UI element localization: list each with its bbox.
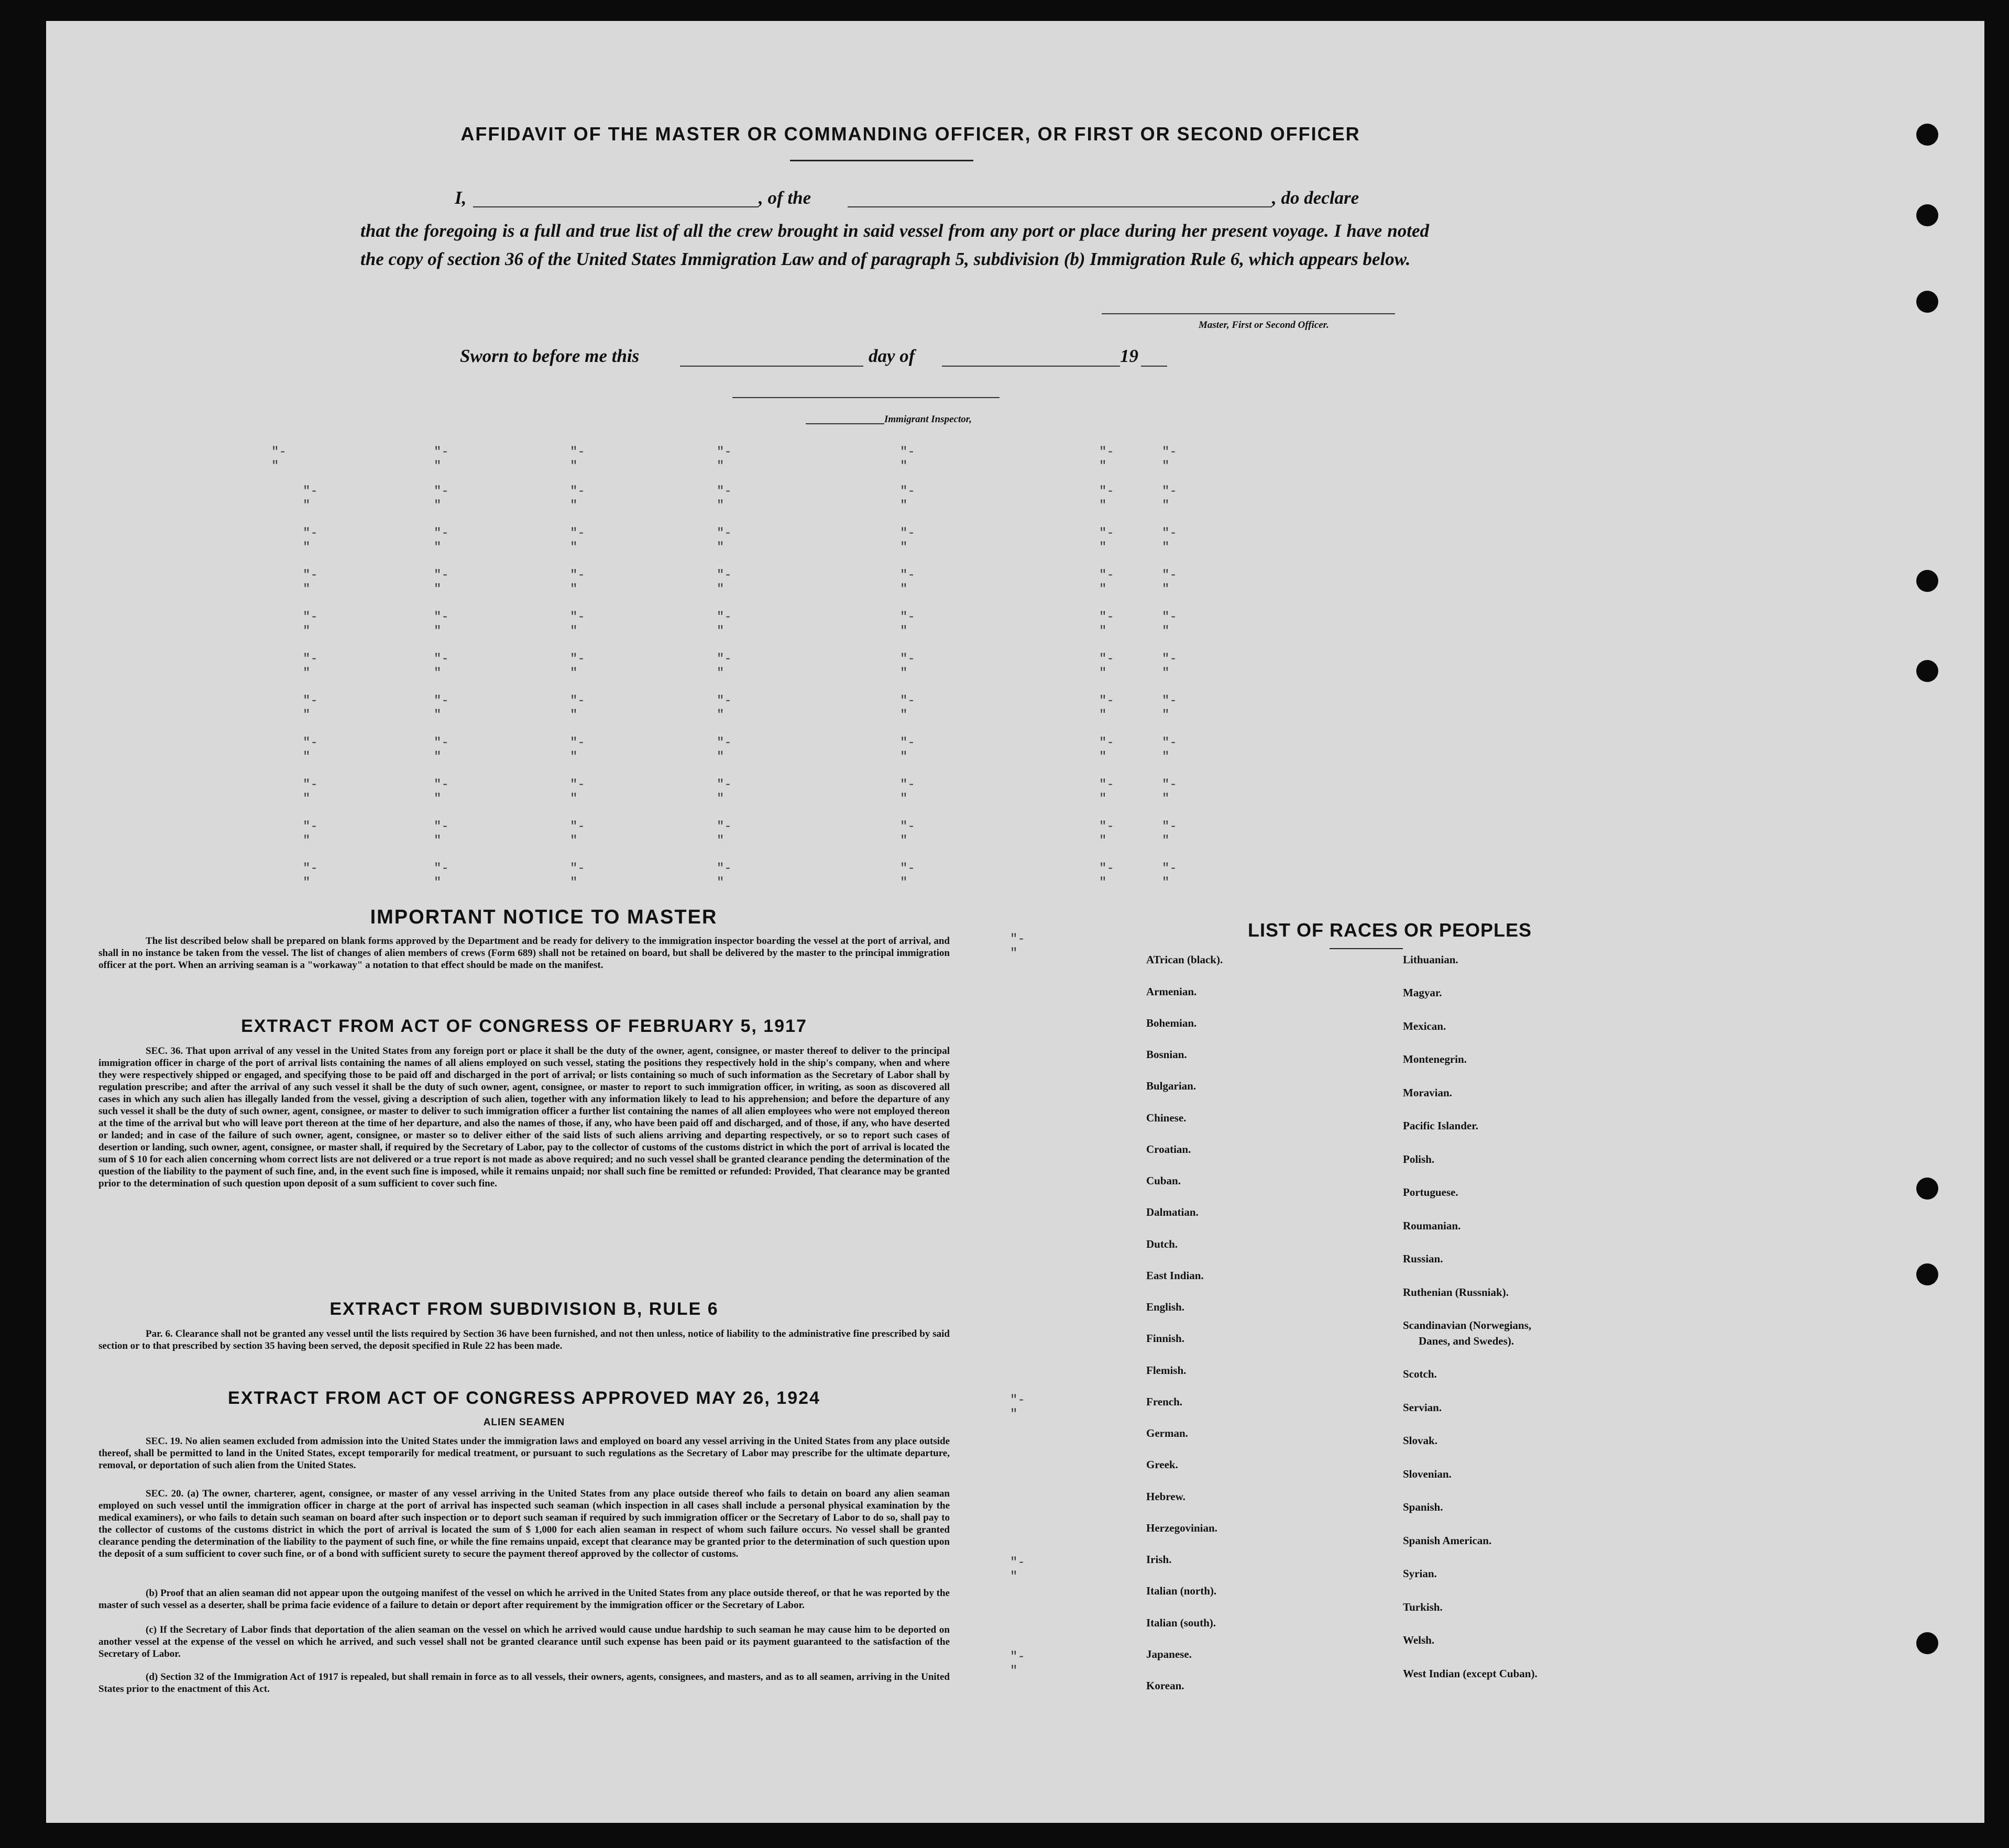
ditto-mark: "-" — [717, 526, 732, 555]
ditto-mark: "-" — [570, 445, 585, 474]
ditto-mark: "-" — [570, 610, 585, 639]
ditto-mark: "-" — [1162, 485, 1177, 513]
affidavit-title: AFFIDAVIT OF THE MASTER OR COMMANDING OFFICER, OR FIRST OR SECOND OFFICER — [460, 123, 1360, 145]
ditto-mark: "-" — [900, 820, 915, 848]
ditto-mark: "-" — [1099, 568, 1114, 597]
extract-1924-subtitle: ALIEN SEAMEN — [483, 1417, 565, 1428]
ditto-mark: "-" — [570, 485, 585, 513]
race-item: German. — [1146, 1427, 1188, 1439]
race-item: Bohemian. — [1146, 1017, 1197, 1029]
ditto-mark: "-" — [303, 610, 318, 639]
race-item: Irish. — [1146, 1553, 1172, 1566]
ditto-mark: "-" — [1099, 694, 1114, 722]
race-item: Scotch. — [1403, 1368, 1437, 1380]
race-item: Herzegovinian. — [1146, 1522, 1217, 1534]
sworn-date-blank[interactable] — [680, 366, 863, 367]
ditto-mark: "-" — [900, 652, 915, 680]
extract-1924-sec20d: (d) Section 32 of the Immigration Act of 1917 is repealed, but shall remain in force as to all vessels, their owners, agents, consignees, and masters, and as to all seamen, arriving in the United States prior to the enactment of this Act. — [98, 1671, 950, 1695]
extract-1924-sec19: SEC. 19. No alien seamen excluded from admission into the United States under the immigration laws and employed on board any vessel arriving in the United States from any place outside thereof, shall be permitted to land in the United States, except temporarily for medical treatment, or pursuant to such regulations as the Secretary of Labor may prescribe for the ultimate departure, removal, or deportation of such alien from the United States. — [98, 1436, 950, 1471]
race-item: Flemish. — [1146, 1364, 1187, 1377]
ditto-mark: "-" — [570, 778, 585, 806]
race-item: Bosnian. — [1146, 1048, 1187, 1061]
binding-hole — [1916, 204, 1938, 226]
ditto-mark: "-" — [434, 568, 449, 597]
ditto-mark: "-" — [1162, 526, 1177, 555]
ditto-mark: "-" — [1099, 652, 1114, 680]
declaration-of-the: , of the — [759, 188, 811, 208]
extract-1924-title: EXTRACT FROM ACT OF CONGRESS APPROVED MAY 26, 1924 — [228, 1388, 820, 1408]
notice-title: IMPORTANT NOTICE TO MASTER — [370, 906, 718, 928]
ditto-mark: "-" — [303, 820, 318, 848]
ditto-mark: "-" — [900, 568, 915, 597]
ditto-mark: "-" — [900, 526, 915, 555]
race-item: Greek. — [1146, 1458, 1178, 1471]
ditto-mark: "-" — [434, 610, 449, 639]
race-item: Russian. — [1403, 1252, 1443, 1265]
race-item: Syrian. — [1403, 1567, 1437, 1580]
ditto-mark: "-" — [570, 526, 585, 555]
ditto-mark: "-" — [1010, 932, 1025, 961]
declaration-body: that the foregoing is a full and true list of all the crew brought in said vessel from any port or place during her present voyage. I have noted the copy of section 36 of the United States Immigration Law and of paragraph 5, subdivision (b) Immigration Rule 6, which appears below. — [360, 221, 1429, 269]
ditto-mark: "-" — [1162, 652, 1177, 680]
ditto-mark: "-" — [1099, 820, 1114, 848]
ditto-mark: "-" — [570, 568, 585, 597]
race-item: Croatian. — [1146, 1143, 1191, 1156]
ditto-mark: "-" — [1162, 820, 1177, 848]
ditto-mark: "-" — [717, 820, 732, 848]
subdivision-b-body: Par. 6. Clearance shall not be granted any vessel until the lists required by Section 36 have been furnished, and not then unless, notice of liability to the administrative fine prescribed by said section or to that prescribed by section 35 having been served, the deposit specified in Rule 22 has been made. — [98, 1328, 950, 1351]
race-item: Slovenian. — [1403, 1468, 1452, 1480]
race-item: Spanish American. — [1403, 1534, 1492, 1547]
race-item: Hebrew. — [1146, 1490, 1185, 1503]
inspector-underline — [806, 423, 884, 424]
extract-1917-title: EXTRACT FROM ACT OF CONGRESS OF FEBRUARY 5, 1917 — [241, 1016, 807, 1036]
declaration-first-line — [360, 188, 1429, 214]
ditto-mark: "-" — [717, 445, 732, 474]
race-item: West Indian (except Cuban). — [1403, 1667, 1538, 1680]
ditto-mark: "-" — [717, 862, 732, 890]
binding-hole — [1916, 124, 1938, 146]
extract-1924-sec20b: (b) Proof that an alien seaman did not appear upon the outgoing manifest of the vessel on which he arrived in the United States from any place outside thereof, or that he was reported by the master of such vessel as a deserter, shall be prima facie evidence of a failure to detain or deport after requirement by the immigration officer or the Secretary of Labor. — [98, 1588, 950, 1611]
binding-hole — [1916, 1178, 1938, 1200]
ditto-mark: "-" — [271, 445, 287, 474]
ditto-mark: "-" — [1010, 1393, 1025, 1422]
extract-1924-sec20c: (c) If the Secretary of Labor finds that deportation of the alien seaman on the vessel on which he arrived would cause undue hardship to such seaman he may cause him to be deported on another vessel at the expense of the vessel on which he arrived, and such vessel shall not be granted clearance until such expense has been paid or its payment guaranteed to the satisfaction of the Secretary of Labor. — [98, 1624, 950, 1659]
race-item: Italian (south). — [1146, 1616, 1216, 1629]
ditto-mark: "-" — [570, 862, 585, 890]
extract-1924-sec20a: SEC. 20. (a) The owner, charterer, agent, consignee, or master of any vessel arriving in the United States from any place outside thereof who fails to detain on board any alien seaman employed on such vessel until the immigration officer in charge at the port of arrival has inspected such seaman (which inspection in all cases shall include a personal physical examination by the medical examiners), or who fails to detain such seaman on board after such inspection or to deport such seaman if required by such immigration officer or the Secretary of Labor to do so, shall pay to the collector of customs of the customs district in which the port of arrival is located the sum of $ 1,000 for each alien seaman in respect of whom such failure occurs. No vessel shall be granted clearance pending the determination of the liability to the payment of such fine, or while the fine remains unpaid, except that clearance may be granted prior to the determination of such question upon the deposit of a sum sufficient to cover such fine, or of a bond with sufficient surety to secure the payment thereof approved by the collector of customs. — [98, 1488, 950, 1559]
vessel-blank[interactable] — [848, 206, 1272, 207]
subdivision-b-title: EXTRACT FROM SUBDIVISION B, RULE 6 — [330, 1299, 719, 1319]
ditto-mark: "-" — [303, 778, 318, 806]
race-item: Servian. — [1403, 1401, 1442, 1414]
binding-hole — [1916, 291, 1938, 313]
ditto-mark: "-" — [900, 778, 915, 806]
race-item: Italian (north). — [1146, 1585, 1217, 1597]
ditto-mark: "-" — [303, 568, 318, 597]
race-item: Danes, and Swedes). — [1419, 1335, 1514, 1347]
race-item: Japanese. — [1146, 1648, 1192, 1660]
race-item: Welsh. — [1403, 1634, 1435, 1646]
master-signature-line[interactable] — [1102, 313, 1395, 314]
ditto-mark: "-" — [570, 652, 585, 680]
race-item: Moravian. — [1403, 1086, 1452, 1099]
ditto-mark: "-" — [1010, 1556, 1025, 1584]
ditto-mark: "-" — [434, 526, 449, 555]
name-blank[interactable] — [473, 206, 759, 207]
ditto-mark: "-" — [1099, 485, 1114, 513]
title-underline — [790, 160, 973, 161]
sworn-day-of: day of — [869, 346, 915, 366]
race-item: English. — [1146, 1301, 1184, 1313]
ditto-mark: "-" — [717, 778, 732, 806]
ditto-mark: "-" — [1010, 1650, 1025, 1678]
races-title-underline — [1330, 948, 1403, 949]
ditto-mark: "-" — [1099, 778, 1114, 806]
ditto-mark: "-" — [900, 694, 915, 722]
sworn-month-blank[interactable] — [942, 366, 1120, 367]
ditto-mark: "-" — [717, 610, 732, 639]
ditto-mark: "-" — [717, 652, 732, 680]
binding-hole — [1916, 570, 1938, 592]
declaration-do-declare: , do declare — [1272, 188, 1359, 208]
ditto-mark: "-" — [570, 820, 585, 848]
declaration-i: I, — [455, 188, 467, 208]
ditto-mark: "-" — [303, 652, 318, 680]
race-item: Roumanian. — [1403, 1219, 1461, 1232]
ditto-mark: "-" — [1099, 862, 1114, 890]
ditto-mark: "-" — [434, 862, 449, 890]
ditto-mark: "-" — [1162, 778, 1177, 806]
manifest-sheet — [46, 21, 1984, 1823]
ditto-mark: "-" — [1162, 610, 1177, 639]
ditto-mark: "-" — [1099, 736, 1114, 764]
race-item: Portuguese. — [1403, 1186, 1458, 1198]
race-item: Ruthenian (Russniak). — [1403, 1286, 1509, 1299]
ditto-mark: "-" — [900, 736, 915, 764]
race-item: Cuban. — [1146, 1174, 1181, 1187]
ditto-mark: "-" — [1099, 526, 1114, 555]
binding-hole — [1916, 1632, 1938, 1654]
race-item: Montenegrin. — [1403, 1053, 1467, 1065]
master-signature-caption: Master, First or Second Officer. — [1199, 320, 1329, 331]
race-item: Bulgarian. — [1146, 1080, 1196, 1092]
ditto-mark: "-" — [1162, 736, 1177, 764]
ditto-mark: "-" — [717, 485, 732, 513]
ditto-mark: "-" — [1099, 610, 1114, 639]
ditto-mark: "-" — [434, 736, 449, 764]
race-item: Pacific Islander. — [1403, 1119, 1478, 1132]
ditto-mark: "-" — [717, 568, 732, 597]
inspector-signature-line[interactable] — [732, 397, 1000, 398]
race-item: Mexican. — [1403, 1020, 1446, 1032]
ditto-mark: "-" — [434, 652, 449, 680]
race-item: Dalmatian. — [1146, 1206, 1199, 1218]
race-item: Slovak. — [1403, 1434, 1437, 1447]
race-item: East Indian. — [1146, 1269, 1204, 1282]
ditto-mark: "-" — [570, 694, 585, 722]
race-item: Lithuanian. — [1403, 953, 1458, 966]
extract-1917-body: SEC. 36. That upon arrival of any vessel in the United States from any foreign port or place it shall be the duty of the owner, agent, consignee, or master thereof to deliver to the principal immigration officer in charge of the port of arrival lists containing the names of all aliens employed on such vessel, stating the positions they respectively hold in the ship's company, when and where they were respectively shipped or engaged, and specifying those to be paid off and discharged in the port of arrival; or lists containing so much of such information as the Secretary of Labor shall by regulation prescribe; and after the arrival of any such vessel it shall be the duty of such owner, agent, consignee, or master to report to such immigration officer, in writing, as soon as discovered all cases in which any such alien has illegally landed from the vessel, giving a description of such alien, together with any information likely to lead to his apprehension; and before the departure of any such vessel it shall be the duty of such owner, agent, consignee, or master to deliver to such immigration officer a further list containing the names of all alien employees who were not employed thereon at the time of the arrival but who will leave port thereon at the time of her departure, and also the names of those, if any, who have been paid off and discharged, and of those, if any, who have deserted or landed; and in case of the failure of such owner, agent, consignee, or master so to deliver either of the said lists of such aliens arriving and departing respectively, or so to report such cases of desertion or landing, such owner, agent, consignee, or master shall, if required by the Secretary of Labor, pay to the collector of customs of the customs district in which the port of arrival is located the sum of $ 10 for each alien concerning whom correct lists are not delivered or a true report is not made as above required; and no such vessel shall be granted clearance pending the determination of the question of the liability to the payment of such fine, and, in the event such fine is imposed, while it remains unpaid; nor shall such fine be remitted or refunded: Provided, That clearance may be granted prior to the determination of such question upon deposit of a sum sufficient to cover such fine. — [98, 1046, 950, 1189]
ditto-mark: "-" — [1162, 862, 1177, 890]
race-item: Scandinavian (Norwegians, — [1403, 1319, 1532, 1332]
ditto-mark: "-" — [900, 862, 915, 890]
race-item: Spanish. — [1403, 1501, 1443, 1513]
race-item: Chinese. — [1146, 1112, 1187, 1124]
ditto-mark: "-" — [570, 736, 585, 764]
ditto-mark: "-" — [434, 778, 449, 806]
race-item: Korean. — [1146, 1679, 1184, 1692]
ditto-mark: "-" — [1162, 568, 1177, 597]
ditto-mark: "-" — [434, 694, 449, 722]
ditto-mark: "-" — [303, 736, 318, 764]
sworn-year-blank[interactable] — [1141, 366, 1167, 367]
ditto-mark: "-" — [434, 820, 449, 848]
race-item: Turkish. — [1403, 1601, 1443, 1613]
ditto-mark: "-" — [303, 485, 318, 513]
race-item: Polish. — [1403, 1153, 1435, 1165]
ditto-mark: "-" — [1099, 445, 1114, 474]
ditto-mark: "-" — [303, 862, 318, 890]
ditto-mark: "-" — [900, 445, 915, 474]
ditto-mark: "-" — [1162, 445, 1177, 474]
ditto-mark: "-" — [717, 736, 732, 764]
ditto-mark: "-" — [717, 694, 732, 722]
ditto-mark: "-" — [1162, 694, 1177, 722]
inspector-caption: Immigrant Inspector, — [884, 414, 972, 425]
sworn-year: 19 — [1120, 346, 1138, 366]
ditto-mark: "-" — [434, 445, 449, 474]
race-item: Magyar. — [1403, 986, 1442, 999]
race-item: French. — [1146, 1395, 1183, 1408]
race-item: Finnish. — [1146, 1332, 1184, 1345]
race-item: ATrican (black). — [1146, 953, 1223, 966]
ditto-mark: "-" — [303, 694, 318, 722]
races-title: LIST OF RACES OR PEOPLES — [1247, 919, 1532, 941]
ditto-mark: "-" — [900, 485, 915, 513]
race-item: Dutch. — [1146, 1238, 1178, 1250]
notice-body: The list described below shall be prepared on blank forms approved by the Department and be ready for delivery to the immigration inspector boarding the vessel at the port of arrival, and shall in no instance be taken from the vessel. The list of changes of alien members of crews (Form 689) shall not be retained on board, but shall be delivered by the master to the principal immigration officer at the port. When an arriving seaman is a "workaway" a notation to that effect should be made on the manifest. — [98, 936, 950, 971]
binding-hole — [1916, 660, 1938, 682]
sworn-prefix: Sworn to before me this — [460, 346, 640, 366]
ditto-mark: "-" — [434, 485, 449, 513]
ditto-mark: "-" — [900, 610, 915, 639]
binding-hole — [1916, 1263, 1938, 1285]
race-item: Armenian. — [1146, 985, 1197, 998]
ditto-mark: "-" — [303, 526, 318, 555]
